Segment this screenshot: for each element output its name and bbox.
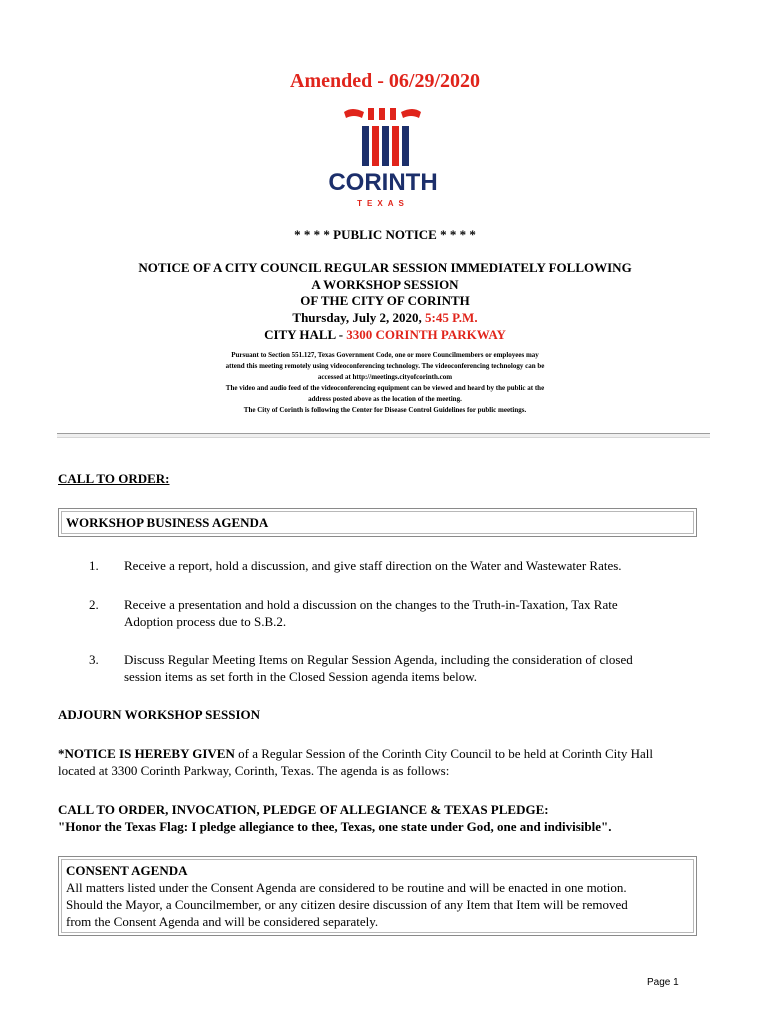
page-number: Page 1 <box>647 977 679 988</box>
corinth-logo <box>300 106 465 212</box>
meeting-location <box>0 326 770 343</box>
public-notice: * * * * PUBLIC NOTICE * * * * <box>294 227 476 242</box>
horizontal-rule <box>57 433 710 438</box>
location-label: CITY HALL - <box>264 327 344 342</box>
meeting-time: 5:45 P.M. <box>424 310 478 325</box>
fine-print-2: attend this meeting remotely using videoconferencing technology. The videoconferencing technology can be <box>225 362 545 370</box>
location-address: 3300 CORINTH PARKWAY <box>346 327 506 342</box>
workshop-item-3-text-1: Discuss Regular Meeting Items on Regular Session Agenda, including the consideration of closed <box>124 652 633 667</box>
pledge-heading: CALL TO ORDER, INVOCATION, PLEDGE OF ALLEGIANCE & TEXAS PLEDGE: <box>58 802 549 817</box>
call-to-order-heading: CALL TO ORDER: <box>58 471 170 486</box>
meeting-date-text: Thursday, July 2, 2020, <box>292 310 422 325</box>
notice-line-2: A WORKSHOP SESSION <box>311 277 459 292</box>
logo-name: CORINTH <box>328 169 438 196</box>
fine-print-6: The City of Corinth is following the Center for Disease Control Guidelines for public meetings. <box>243 406 527 414</box>
fine-print-1: Pursuant to Section 551.127, Texas Government Code, one or more Councilmembers or employees may <box>231 351 539 359</box>
logo-state: TEXAS <box>357 199 409 208</box>
texas-pledge: "Honor the Texas Flag: I pledge allegiance to thee, Texas, one state under God, one and indivisible". <box>58 819 612 834</box>
notice-paragraph <box>58 745 718 779</box>
consent-agenda-box <box>58 856 697 936</box>
workshop-item-2-text-1: Receive a presentation and hold a discussion on the changes to the Truth-in-Taxation, Tax Rate <box>124 597 618 612</box>
notice-line-2: located at 3300 Corinth Parkway, Corinth, Texas. The agenda is as follows: <box>58 763 450 778</box>
adjourn-heading: ADJOURN WORKSHOP SESSION <box>58 707 261 722</box>
notice-line-1-rest: of a Regular Session of the Corinth City Council to be held at Corinth City Hall <box>234 746 653 761</box>
workshop-agenda-title: WORKSHOP BUSINESS AGENDA <box>61 511 694 534</box>
fine-print-3: accessed at http://meetings.cityofcorinth.com <box>317 373 453 381</box>
workshop-item-1-text: Receive a report, hold a discussion, and give staff direction on the Water and Wastewater Rates. <box>124 558 622 573</box>
notice-line-1: NOTICE OF A CITY COUNCIL REGULAR SESSION IMMEDIATELY FOLLOWING <box>138 260 632 275</box>
meeting-date <box>0 309 770 326</box>
workshop-item-3-number: 3. <box>89 652 99 667</box>
workshop-item-2-number: 2. <box>89 597 99 612</box>
workshop-agenda-box <box>58 508 697 537</box>
notice-line-3: OF THE CITY OF CORINTH <box>300 293 470 308</box>
workshop-item-1-number: 1. <box>89 558 99 573</box>
notice-lead: *NOTICE IS HEREBY GIVEN <box>58 746 235 761</box>
consent-agenda-title: CONSENT AGENDA <box>66 863 188 878</box>
consent-line-3: from the Consent Agenda and will be considered separately. <box>66 914 379 929</box>
consent-line-1: All matters listed under the Consent Agenda are considered to be routine and will be enacted in one motion. <box>66 880 627 895</box>
fine-print-4: The video and audio feed of the videoconferencing equipment can be viewed and heard by the public at the <box>225 384 545 392</box>
consent-agenda-content <box>61 859 694 933</box>
fine-print-5: address posted above as the location of the meeting. <box>308 395 462 403</box>
consent-line-2: Should the Mayor, a Councilmember, or any citizen desire discussion of any Item that Item will be removed <box>66 897 628 912</box>
workshop-item-2-text-2: Adoption process due to S.B.2. <box>124 614 287 629</box>
corinth-logo-mark <box>300 106 465 212</box>
workshop-item-3-text-2: session items as set forth in the Closed Session agenda items below. <box>124 669 477 684</box>
amended-date: Amended - 06/29/2020 <box>290 70 480 92</box>
